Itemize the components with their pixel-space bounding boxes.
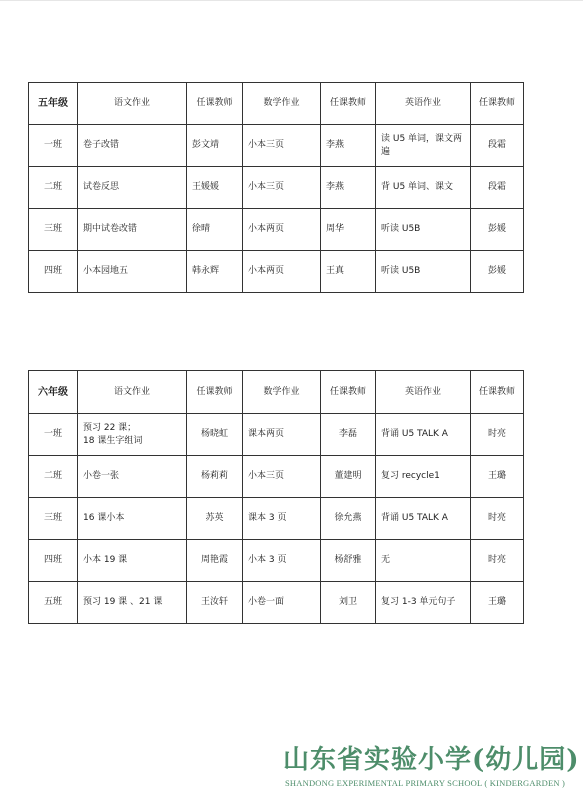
header-teacher: 任课教师	[471, 83, 524, 125]
class-name: 二班	[29, 167, 78, 209]
chinese-homework: 期中试卷改错	[78, 209, 187, 251]
table-row	[29, 209, 524, 251]
grade-label: 六年级	[29, 371, 78, 414]
math-teacher: 杨舒雅	[321, 540, 376, 582]
chinese-homework: 小本园地五	[78, 251, 187, 293]
english-teacher: 王璐	[471, 456, 524, 498]
math-homework: 小本三页	[243, 125, 321, 167]
chinese-teacher: 苏英	[187, 498, 243, 540]
math-homework: 课本 3 页	[243, 498, 321, 540]
table-header-row	[29, 83, 524, 125]
math-homework: 小本两页	[243, 251, 321, 293]
table-row	[29, 540, 524, 582]
math-teacher: 李燕	[321, 167, 376, 209]
english-teacher: 时亮	[471, 498, 524, 540]
school-name-english: SHANDONG EXPERIMENTAL PRIMARY SCHOOL ( KINDERGARDEN )	[285, 778, 566, 788]
table-row	[29, 456, 524, 498]
header-teacher: 任课教师	[321, 83, 376, 125]
table-row	[29, 125, 524, 167]
english-homework: 背诵 U5 TALK A	[376, 414, 471, 456]
chinese-homework: 16 课小本	[78, 498, 187, 540]
english-homework: 无	[376, 540, 471, 582]
class-name: 一班	[29, 414, 78, 456]
english-homework: 复习 1-3 单元句子	[376, 582, 471, 624]
top-rule	[0, 0, 583, 1]
table-header-row	[29, 371, 524, 414]
header-teacher: 任课教师	[321, 371, 376, 414]
english-teacher: 王璐	[471, 582, 524, 624]
math-teacher: 李燕	[321, 125, 376, 167]
header-teacher: 任课教师	[187, 83, 243, 125]
header-chinese-homework: 语文作业	[78, 83, 187, 125]
english-teacher: 彭媛	[471, 251, 524, 293]
table-row	[29, 414, 524, 456]
class-name: 四班	[29, 540, 78, 582]
chinese-teacher: 彭文靖	[187, 125, 243, 167]
math-homework: 课本两页	[243, 414, 321, 456]
header-english-homework: 英语作业	[376, 83, 471, 125]
header-math-homework: 数学作业	[243, 83, 321, 125]
chinese-homework: 小本 19 课	[78, 540, 187, 582]
chinese-homework: 试卷反思	[78, 167, 187, 209]
class-name: 三班	[29, 498, 78, 540]
table-row	[29, 582, 524, 624]
math-homework: 小卷一面	[243, 582, 321, 624]
chinese-teacher: 杨晓虹	[187, 414, 243, 456]
math-teacher: 王真	[321, 251, 376, 293]
math-homework: 小本三页	[243, 167, 321, 209]
chinese-teacher: 杨莉莉	[187, 456, 243, 498]
math-teacher: 徐允燕	[321, 498, 376, 540]
table-row	[29, 251, 524, 293]
table-row	[29, 167, 524, 209]
english-teacher: 段霜	[471, 125, 524, 167]
class-name: 一班	[29, 125, 78, 167]
school-logo	[283, 744, 579, 789]
math-homework: 小本三页	[243, 456, 321, 498]
english-homework: 背诵 U5 TALK A	[376, 498, 471, 540]
grade5-homework-table	[28, 82, 524, 293]
english-homework: 听读 U5B	[376, 251, 471, 293]
class-name: 五班	[29, 582, 78, 624]
header-teacher: 任课教师	[471, 371, 524, 414]
grade6-homework-table	[28, 370, 524, 624]
chinese-homework: 小卷一张	[78, 456, 187, 498]
english-teacher: 彭媛	[471, 209, 524, 251]
english-teacher: 段霜	[471, 167, 524, 209]
class-name: 四班	[29, 251, 78, 293]
grade-label: 五年级	[29, 83, 78, 125]
chinese-teacher: 王汝轩	[187, 582, 243, 624]
english-teacher: 时亮	[471, 414, 524, 456]
chinese-homework: 卷子改错	[78, 125, 187, 167]
chinese-teacher: 韩永辉	[187, 251, 243, 293]
header-chinese-homework: 语文作业	[78, 371, 187, 414]
math-teacher: 刘卫	[321, 582, 376, 624]
math-teacher: 周华	[321, 209, 376, 251]
chinese-homework: 预习 22 课； 18 课生字组词	[78, 414, 187, 456]
english-homework: 听读 U5B	[376, 209, 471, 251]
chinese-teacher: 徐晴	[187, 209, 243, 251]
class-name: 二班	[29, 456, 78, 498]
header-english-homework: 英语作业	[376, 371, 471, 414]
chinese-teacher: 王媛媛	[187, 167, 243, 209]
math-teacher: 董建明	[321, 456, 376, 498]
math-homework: 小本 3 页	[243, 540, 321, 582]
header-math-homework: 数学作业	[243, 371, 321, 414]
english-homework: 复习 recycle1	[376, 456, 471, 498]
class-name: 三班	[29, 209, 78, 251]
math-teacher: 李磊	[321, 414, 376, 456]
chinese-homework: 预习 19 课 、21 课	[78, 582, 187, 624]
chinese-teacher: 周艳霞	[187, 540, 243, 582]
header-teacher: 任课教师	[187, 371, 243, 414]
english-teacher: 时亮	[471, 540, 524, 582]
english-homework: 读 U5 单词，课文两遍	[376, 125, 471, 167]
english-homework: 背 U5 单词、课文	[376, 167, 471, 209]
school-name-chinese: 山东省实验小学(幼儿园)	[283, 745, 580, 775]
math-homework: 小本两页	[243, 209, 321, 251]
table-row	[29, 498, 524, 540]
